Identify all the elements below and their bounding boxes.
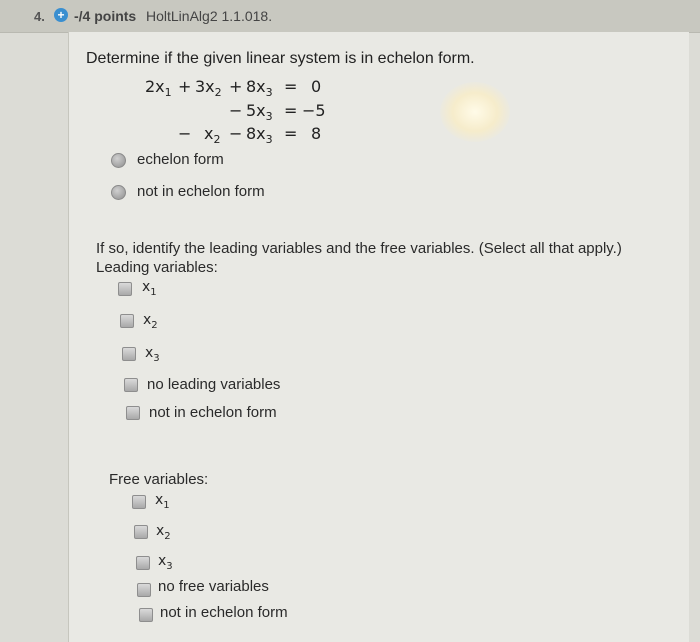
eq1-term2: $3x_2$: [195, 77, 222, 100]
free-variables-label: Free variables:: [109, 471, 209, 488]
radio-echelon-form[interactable]: [111, 153, 126, 168]
eq3-term3: $8x_3$: [246, 124, 273, 147]
leading-variables-label: Leading variables:: [96, 259, 218, 276]
identify-prompt: If so, identify the leading variables and the free variables. (Select all that apply.): [96, 240, 622, 257]
eq3-term2: $x_2$: [204, 124, 221, 147]
checkbox-leading-x1[interactable]: [118, 282, 132, 296]
checkbox-no-free-variables[interactable]: [137, 583, 151, 597]
leading-x2-label: $x_2$: [143, 312, 158, 331]
question-card: [68, 32, 689, 642]
eq3-op1: −: [178, 124, 192, 143]
question-header: [0, 0, 700, 33]
eq1-term1: $2x_1$: [145, 77, 172, 100]
points-label: -/4 points: [74, 8, 137, 24]
question-prompt: Determine if the given linear system is in echelon form.: [86, 50, 475, 67]
checkbox-free-x3[interactable]: [136, 556, 150, 570]
eq1-term3: $8x_3$: [246, 77, 273, 100]
checkbox-free-x2[interactable]: [134, 525, 148, 539]
question-number: 4.: [34, 9, 45, 24]
leading-x3-label: $x_3$: [145, 345, 160, 364]
eq1-op1: +: [178, 77, 192, 96]
leading-x1-label: $x_1$: [142, 279, 157, 298]
free-not-echelon-label: not in echelon form: [160, 604, 288, 621]
checkbox-leading-not-echelon[interactable]: [126, 406, 140, 420]
option-not-echelon-form-label: not in echelon form: [137, 183, 265, 200]
eq3-op2: −: [229, 124, 243, 143]
eq2-rhs: −5: [302, 101, 326, 120]
expand-icon[interactable]: +: [54, 8, 68, 22]
option-echelon-form-label: echelon form: [137, 151, 224, 168]
eq1-op2: +: [229, 77, 243, 96]
eq2-term3: $5x_3$: [246, 101, 273, 124]
checkbox-leading-x3[interactable]: [122, 347, 136, 361]
eq2-op2: −: [229, 101, 243, 120]
checkbox-no-leading-variables[interactable]: [124, 378, 138, 392]
radio-not-echelon-form[interactable]: [111, 185, 126, 200]
checkbox-free-x1[interactable]: [132, 495, 146, 509]
no-free-variables-label: no free variables: [158, 578, 269, 595]
free-x1-label: $x_1$: [155, 492, 170, 511]
no-leading-variables-label: no leading variables: [147, 376, 281, 393]
question-source: HoltLinAlg2 1.1.018.: [146, 8, 273, 24]
checkbox-leading-x2[interactable]: [120, 314, 134, 328]
screen-glare: [440, 82, 510, 142]
checkbox-free-not-echelon[interactable]: [139, 608, 153, 622]
eq3-rhs: 8: [311, 124, 322, 143]
eq3-equals: =: [284, 124, 298, 143]
leading-not-echelon-label: not in echelon form: [149, 404, 277, 421]
eq1-equals: =: [284, 77, 298, 96]
free-x2-label: $x_2$: [156, 523, 171, 542]
free-x3-label: $x_3$: [158, 553, 173, 572]
eq1-rhs: 0: [311, 77, 322, 96]
eq2-equals: =: [284, 101, 298, 120]
